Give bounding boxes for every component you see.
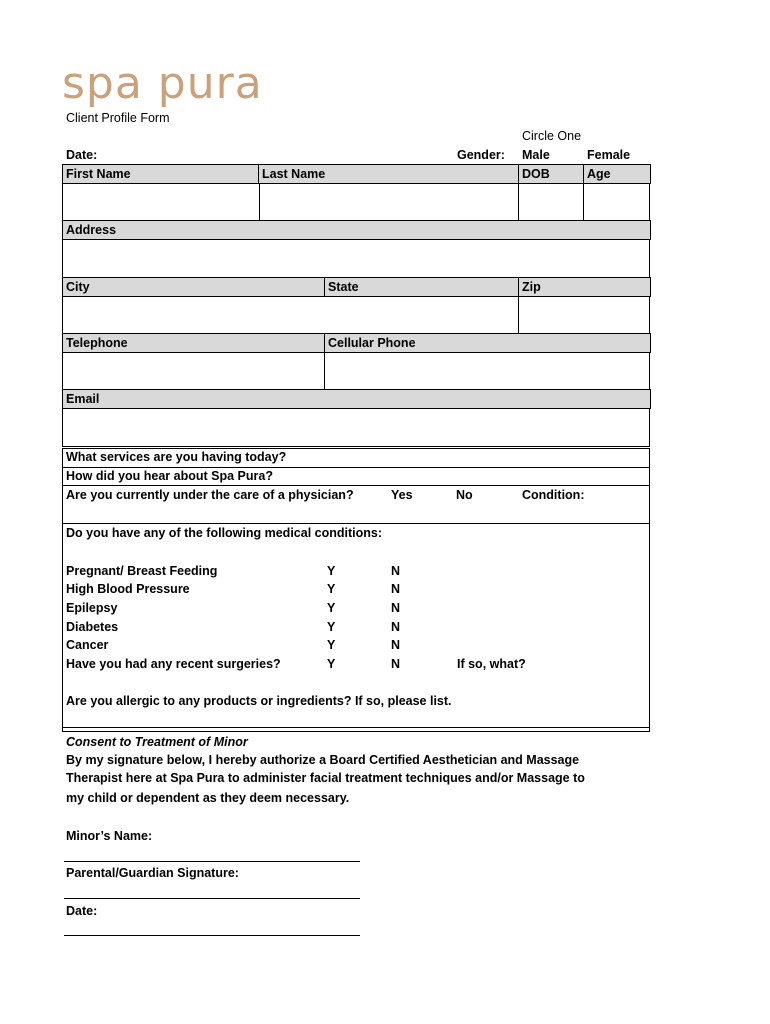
email-header (62, 389, 651, 409)
name-header-row (62, 164, 651, 184)
guardian-signature-line[interactable] (64, 897, 360, 899)
divider (324, 333, 325, 352)
guardian-signature-label: Parental/Guardian Signature: (66, 866, 239, 880)
physician-yes[interactable]: Yes (391, 488, 413, 502)
form-title: Client Profile Form (66, 111, 170, 125)
divider (518, 164, 519, 183)
services-question: What services are you having today? (66, 450, 287, 464)
divider (62, 485, 650, 486)
condition-no[interactable]: N (391, 620, 401, 634)
telephone-label: Telephone (66, 336, 128, 350)
divider (62, 523, 650, 524)
physician-question: Are you currently under the care of a physician? (66, 488, 354, 502)
email-input[interactable] (62, 408, 650, 447)
minor-name-label: Minor’s Name: (66, 829, 153, 843)
state-label: State (328, 280, 359, 294)
hear-question: How did you hear about Spa Pura? (66, 469, 273, 483)
dob-input[interactable] (518, 183, 584, 221)
condition-no[interactable]: N (391, 564, 401, 578)
medical-question: Do you have any of the following medical conditions: (66, 526, 382, 540)
dob-label: DOB (522, 167, 550, 181)
consent-date-label: Date: (66, 904, 98, 918)
logo-wordmark: spa pura (62, 60, 263, 109)
condition-no[interactable]: N (391, 582, 401, 596)
age-label: Age (587, 167, 611, 181)
female-option[interactable]: Female (587, 148, 631, 162)
divider (583, 164, 584, 183)
divider (258, 164, 259, 183)
condition-no[interactable]: N (391, 601, 401, 615)
condition-label: High Blood Pressure (66, 582, 190, 596)
condition-no[interactable]: N (391, 657, 401, 671)
minor-name-line[interactable] (64, 860, 360, 862)
last-name-label: Last Name (262, 167, 326, 181)
condition-no[interactable]: N (391, 638, 401, 652)
zip-label: Zip (522, 280, 541, 294)
allergy-question: Are you allergic to any products or ingredients? If so, please list. (66, 694, 452, 708)
male-option[interactable]: Male (522, 148, 550, 162)
cellular-input[interactable] (324, 352, 650, 390)
physician-no[interactable]: No (456, 488, 473, 502)
consent-title: Consent to Treatment of Minor (66, 735, 248, 749)
first-name-input[interactable] (62, 183, 260, 221)
address-header (62, 220, 651, 240)
consent-line: my child or dependent as they deem necessary. (66, 791, 350, 805)
condition-yes[interactable]: Y (327, 582, 336, 596)
condition-label: Diabetes (66, 620, 119, 634)
address-input[interactable] (62, 239, 650, 278)
condition-yes[interactable]: Y (327, 638, 336, 652)
consent-line: Therapist here at Spa Pura to administer facial treatment techniques and/or Massage to (66, 771, 585, 785)
city-state-input[interactable] (62, 296, 519, 334)
divider (62, 467, 650, 468)
condition-label: Cancer (66, 638, 109, 652)
last-name-input[interactable] (259, 183, 519, 221)
address-label: Address (66, 223, 117, 237)
cellular-label: Cellular Phone (328, 336, 416, 350)
condition-yes[interactable]: Y (327, 620, 336, 634)
condition-yes[interactable]: Y (327, 657, 336, 671)
divider (518, 277, 519, 296)
consent-date-line[interactable] (64, 934, 360, 936)
consent-line: By my signature below, I hereby authorize a Board Certified Aesthetician and Massage (66, 753, 580, 767)
date-label: Date: (66, 148, 98, 162)
email-label: Email (66, 392, 100, 406)
gender-label: Gender: (457, 148, 505, 162)
age-input[interactable] (583, 183, 650, 221)
condition-yes[interactable]: Y (327, 601, 336, 615)
zip-input[interactable] (518, 296, 650, 334)
spa-pura-logo (62, 60, 294, 116)
first-name-label: First Name (66, 167, 131, 181)
surgery-details-label: If so, what? (457, 657, 526, 671)
condition-label: Pregnant/ Breast Feeding (66, 564, 218, 578)
telephone-input[interactable] (62, 352, 325, 390)
circle-one-label: Circle One (522, 129, 582, 143)
divider (324, 277, 325, 296)
condition-label: Condition: (522, 488, 585, 502)
condition-yes[interactable]: Y (327, 564, 336, 578)
condition-label: Have you had any recent surgeries? (66, 657, 281, 671)
city-label: City (66, 280, 90, 294)
divider (62, 727, 650, 728)
condition-label: Epilepsy (66, 601, 118, 615)
